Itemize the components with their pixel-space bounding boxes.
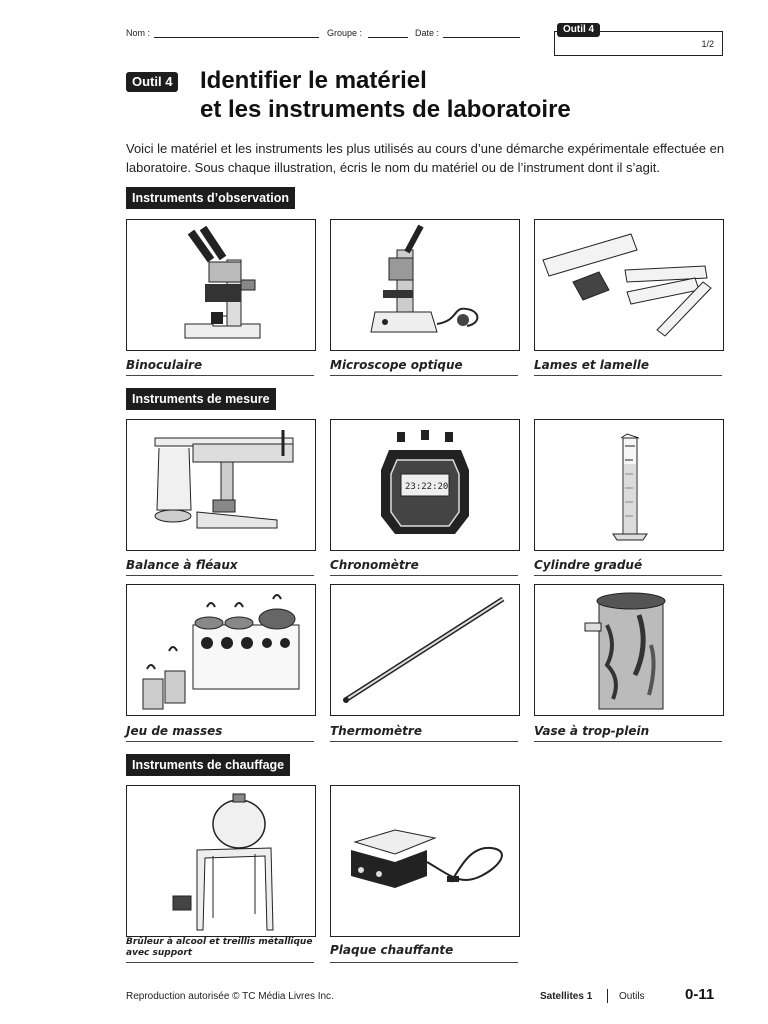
section-observation: Instruments d’observation (126, 187, 295, 209)
answer-line-chronometre[interactable] (330, 575, 518, 576)
image-thermometre (330, 584, 520, 716)
image-cylindre (534, 419, 724, 551)
graduated-cylinder-icon (535, 420, 723, 550)
answer-line-balance[interactable] (126, 575, 314, 576)
thermometer-icon (331, 585, 519, 715)
groupe-label: Groupe : (327, 28, 363, 38)
section-mesure: Instruments de mesure (126, 388, 276, 410)
label-plaque: Plaque chauffante (330, 943, 454, 957)
slides-icon (535, 220, 723, 350)
image-bruleur (126, 785, 316, 937)
page-number: 0-11 (685, 986, 715, 1003)
hot-plate-icon (331, 786, 519, 936)
microscope-icon (331, 220, 519, 350)
triple-beam-balance-icon (127, 420, 315, 550)
label-microscope: Microscope optique (330, 358, 463, 372)
image-binoculaire (126, 219, 316, 351)
date-field[interactable] (443, 37, 520, 38)
footer-divider (607, 989, 608, 1003)
groupe-field[interactable] (368, 37, 408, 38)
image-chronometre (330, 419, 520, 551)
answer-line-masses[interactable] (126, 741, 314, 742)
label-cylindre: Cylindre gradué (534, 558, 643, 572)
mass-set-icon (127, 585, 315, 715)
page-title (200, 66, 571, 124)
nom-label: Nom : (126, 28, 151, 38)
answer-line-binoculaire[interactable] (126, 375, 314, 376)
footer-series: Satellites 1 (540, 991, 593, 1002)
header-tool-badge: Outil 4 (557, 23, 600, 37)
answer-line-bruleur[interactable] (126, 962, 314, 963)
title-line-2: et les instruments de laboratoire (200, 96, 571, 123)
footer-copyright: Reproduction autorisée © TC Média Livres Inc. (126, 991, 334, 1002)
answer-line-lames[interactable] (534, 375, 722, 376)
chronometre-display: 23:22:20 (405, 482, 449, 492)
label-binoculaire: Binoculaire (126, 358, 203, 372)
section-chauffage: Instruments de chauffage (126, 754, 290, 776)
image-masses (126, 584, 316, 716)
overflow-can-icon (535, 585, 723, 715)
answer-line-plaque[interactable] (330, 962, 518, 963)
answer-line-thermometre[interactable] (330, 741, 518, 742)
nom-field[interactable] (154, 37, 319, 38)
image-plaque (330, 785, 520, 937)
stereo-microscope-icon (127, 220, 315, 350)
label-thermometre: Thermomètre (330, 724, 422, 738)
image-lames (534, 219, 724, 351)
label-masses: Jeu de masses (126, 724, 223, 738)
answer-line-microscope[interactable] (330, 375, 518, 376)
title-tool-badge: Outil 4 (126, 72, 178, 92)
answer-line-cylindre[interactable] (534, 575, 722, 576)
label-bruleur: Brûleur à alcool et treillis métallique avec support (126, 937, 313, 958)
footer-section: Outils (619, 991, 645, 1002)
date-label: Date : (415, 28, 440, 38)
label-lames: Lames et lamelle (534, 358, 649, 372)
alcohol-burner-stand-icon (127, 786, 315, 936)
label-chronometre: Chronomètre (330, 558, 419, 572)
image-balance (126, 419, 316, 551)
label-balance: Balance à fléaux (126, 558, 238, 572)
image-microscope (330, 219, 520, 351)
title-line-1: Identifier le matériel (200, 67, 427, 94)
intro-text: Voici le matériel et les instruments les plus utilisés au cours d’une démarche expérimentale effectuée en laboratoire. Sous chaque illustration, écris le nom du matériel ou de l’instrument dont il s’agit. (126, 141, 725, 175)
label-vase: Vase à trop-plein (534, 724, 650, 738)
image-vase (534, 584, 724, 716)
answer-line-vase[interactable] (534, 741, 722, 742)
page-indicator: 1/2 (701, 39, 714, 49)
